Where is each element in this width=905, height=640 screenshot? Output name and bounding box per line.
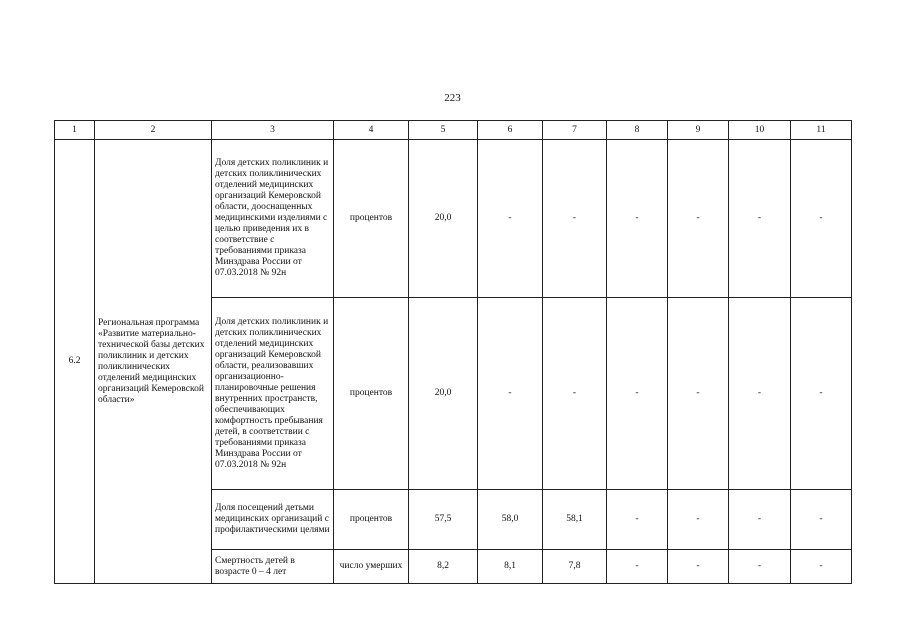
- value-cell: -: [729, 490, 791, 550]
- value-cell: 58,1: [543, 490, 607, 550]
- value-cell: -: [543, 298, 607, 490]
- column-header: 4: [334, 121, 409, 140]
- indicator-name: Доля посещений детьми медицинских организаций с профилактическими целями: [212, 490, 334, 550]
- value-cell: -: [729, 298, 791, 490]
- value-cell: 57,5: [409, 490, 478, 550]
- unit-cell: процентов: [334, 140, 409, 298]
- indicator-name: Доля детских поликлиник и детских поликлинических отделений медицинских организаций Кемеровской области, реализовавших организационно-планировочные решения внутренних пространств, обеспечивающих комфортность пребывания детей, в соответствии с требованиями приказа Минздрава России от 07.03.2018 № 92н: [212, 298, 334, 490]
- value-cell: 20,0: [409, 298, 478, 490]
- column-header: 5: [409, 121, 478, 140]
- indicators-table: [54, 120, 852, 584]
- column-header: 2: [95, 121, 212, 140]
- value-cell: 8,1: [478, 550, 543, 584]
- value-cell: -: [607, 490, 668, 550]
- unit-cell: процентов: [334, 298, 409, 490]
- column-header: 6: [478, 121, 543, 140]
- value-cell: 8,2: [409, 550, 478, 584]
- value-cell: 58,0: [478, 490, 543, 550]
- table-row: [55, 140, 852, 298]
- value-cell: -: [668, 140, 729, 298]
- section-number: 6.2: [55, 140, 95, 584]
- column-header: 3: [212, 121, 334, 140]
- indicator-name: Смертность детей в возрасте 0 – 4 лет: [212, 550, 334, 584]
- value-cell: -: [668, 298, 729, 490]
- value-cell: -: [668, 490, 729, 550]
- value-cell: -: [607, 140, 668, 298]
- value-cell: -: [729, 140, 791, 298]
- value-cell: -: [668, 550, 729, 584]
- unit-cell: процентов: [334, 490, 409, 550]
- value-cell: 20,0: [409, 140, 478, 298]
- column-header: 9: [668, 121, 729, 140]
- value-cell: -: [607, 298, 668, 490]
- column-header: 8: [607, 121, 668, 140]
- value-cell: -: [729, 550, 791, 584]
- value-cell: -: [478, 298, 543, 490]
- page-number: 223: [444, 92, 461, 104]
- value-cell: -: [791, 298, 852, 490]
- table-header-row: [55, 121, 852, 140]
- column-header: 7: [543, 121, 607, 140]
- value-cell: -: [791, 490, 852, 550]
- value-cell: -: [607, 550, 668, 584]
- unit-cell: число умерших: [334, 550, 409, 584]
- program-name: Региональная программа «Развитие материально-технической базы детских поликлиник и детских поликлинических отделений медицинских организаций Кемеровской области»: [95, 140, 212, 584]
- value-cell: -: [543, 140, 607, 298]
- column-header: 10: [729, 121, 791, 140]
- column-header: 11: [791, 121, 852, 140]
- value-cell: -: [791, 550, 852, 584]
- indicator-name: Доля детских поликлиник и детских поликлинических отделений медицинских организаций Кемеровской области, дооснащенных медицинскими изделиями с целью приведения их в соответствие с требованиями приказа Минздрава России от 07.03.2018 № 92н: [212, 140, 334, 298]
- column-header: 1: [55, 121, 95, 140]
- value-cell: 7,8: [543, 550, 607, 584]
- value-cell: -: [478, 140, 543, 298]
- value-cell: -: [791, 140, 852, 298]
